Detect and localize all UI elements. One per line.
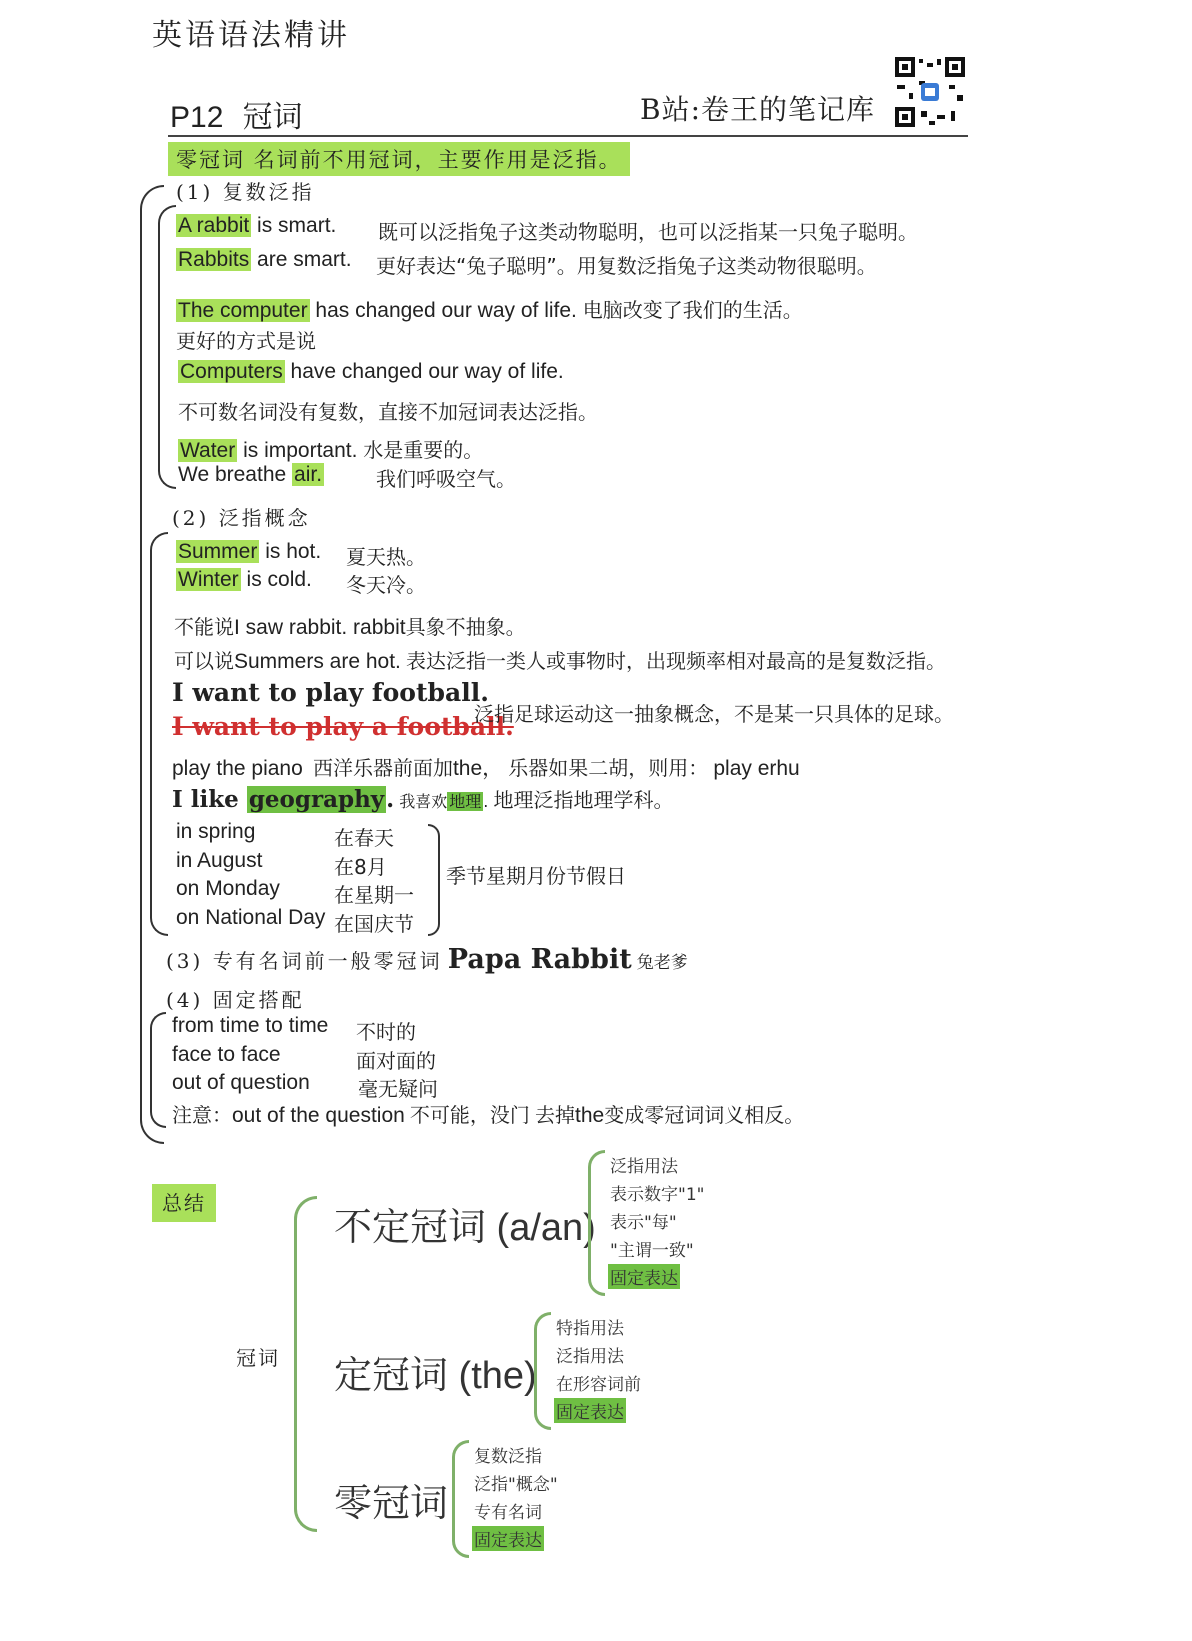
branch-3-item: 固定表达 bbox=[472, 1526, 544, 1551]
lesson-code: P12 bbox=[170, 101, 224, 134]
s2-note-2: 可以说Summers are hot. 表达泛指一类人或事物时，出现频率相对最高的是复数泛指。 bbox=[174, 649, 946, 673]
geography-row: I like geography. 我喜欢 地理 . 地理泛指地理学科。 bbox=[172, 786, 674, 813]
s1-row-5: Computers have changed our way of life. bbox=[180, 360, 564, 383]
section3-row: (3) 专有名词前一般零冠词 Papa Rabbit 兔老爹 bbox=[166, 944, 688, 975]
qr-code-icon bbox=[893, 55, 967, 129]
s1-row-3: The computer has changed our way of life. 电脑改变了我们的生活。 bbox=[178, 298, 803, 322]
highlight: Computers bbox=[180, 360, 283, 383]
winter-row: Winter is cold. bbox=[178, 568, 312, 591]
highlight: 地理 bbox=[449, 792, 482, 811]
header-rule bbox=[168, 135, 968, 137]
fixed-phrase-cn: 不时的 bbox=[356, 1020, 416, 1044]
lesson-name: 冠词 bbox=[242, 100, 303, 135]
time-phrase-en: on National Day bbox=[176, 906, 326, 929]
summer-row: Summer is hot. bbox=[178, 540, 322, 563]
time-phrase-en: on Monday bbox=[176, 877, 280, 900]
branch-2-bracket bbox=[534, 1312, 551, 1430]
highlight: geography bbox=[248, 786, 385, 813]
branch-1-bracket bbox=[588, 1150, 605, 1296]
branch-1-item: 表示数字"1" bbox=[610, 1185, 705, 1205]
section2-bracket bbox=[150, 532, 168, 936]
zero-article-definition: 零冠词 名词前不用冠词，主要作用是泛指。 bbox=[168, 142, 630, 176]
winter-cn: 冬天冷。 bbox=[346, 573, 426, 597]
branch-indefinite-title: 不定冠词 (a/an) bbox=[334, 1207, 596, 1249]
lesson-title bbox=[170, 92, 302, 136]
section1-heading: (1) 复数泛指 bbox=[176, 180, 315, 204]
fixed-phrase-en: from time to time bbox=[172, 1014, 329, 1037]
branch-1-item: "主谓一致" bbox=[610, 1241, 694, 1261]
football-incorrect: I want to play a football. bbox=[172, 712, 514, 741]
fixed-phrase-cn: 毫无疑问 bbox=[358, 1077, 438, 1101]
time-phrase-cn: 在8月 bbox=[334, 855, 387, 879]
highlight: Summer bbox=[178, 540, 258, 563]
time-phrase-cn: 在春天 bbox=[334, 826, 394, 850]
section1-bracket bbox=[158, 205, 176, 489]
fixed-phrase-en: out of question bbox=[172, 1071, 310, 1094]
branch-2-item: 特指用法 bbox=[556, 1319, 624, 1339]
book-title: 英语语法精讲 bbox=[152, 18, 350, 53]
source-credit: B站:卷王的笔记库 bbox=[640, 93, 876, 126]
time-phrase-cn: 在国庆节 bbox=[334, 912, 414, 936]
section4-bracket bbox=[150, 1012, 166, 1128]
s1-row-8: We breathe air. bbox=[178, 463, 323, 486]
branch-1-item: 泛指用法 bbox=[610, 1157, 678, 1177]
highlight: Water bbox=[180, 439, 236, 462]
fixed-phrase-cn: 面对面的 bbox=[356, 1049, 436, 1073]
branch-2-item: 泛指用法 bbox=[556, 1347, 624, 1367]
summary-label: 总结 bbox=[152, 1184, 216, 1222]
s2-note-1: 不能说I saw rabbit. rabbit具象不抽象。 bbox=[174, 615, 526, 639]
football-correct: I want to play football. bbox=[172, 678, 489, 707]
summary-root: 冠词 bbox=[236, 1346, 280, 1370]
highlight: The computer bbox=[178, 299, 308, 322]
time-bracket bbox=[428, 824, 440, 936]
s1-row-2-cn: 更好表达“兔子聪明”。用复数泛指兔子这类动物很聪明。 bbox=[376, 254, 877, 278]
root-bracket bbox=[294, 1196, 317, 1532]
summer-cn: 夏天热。 bbox=[346, 545, 426, 569]
highlight: Winter bbox=[178, 568, 239, 591]
section4-heading: (4) 固定搭配 bbox=[166, 988, 305, 1012]
time-phrase-en: in August bbox=[176, 849, 263, 872]
highlight: A rabbit bbox=[178, 214, 250, 237]
branch-2-item: 固定表达 bbox=[554, 1398, 626, 1423]
time-phrase-en: in spring bbox=[176, 820, 256, 843]
s1-row-7: Water is important. 水是重要的。 bbox=[180, 438, 484, 462]
s1-row-1-cn: 既可以泛指兔子这类动物聪明，也可以泛指某一只兔子聪明。 bbox=[378, 220, 918, 244]
branch-3-item: 复数泛指 bbox=[474, 1447, 542, 1467]
s1-row-8-cn: 我们呼吸空气。 bbox=[376, 467, 516, 491]
s1-note-2: 不可数名词没有复数，直接不加冠词表达泛指。 bbox=[178, 400, 598, 424]
s1-row-2: Rabbits are smart. bbox=[178, 248, 352, 271]
branch-2-item: 在形容词前 bbox=[556, 1375, 641, 1395]
piano-row: play the piano 西洋乐器前面加the， 乐器如果二胡，则用： play erhu bbox=[172, 756, 800, 780]
time-note: 季节星期月份节假日 bbox=[446, 864, 626, 888]
highlight: Rabbits bbox=[178, 248, 250, 271]
branch-1-item: 固定表达 bbox=[608, 1264, 680, 1289]
section2-heading: (2) 泛指概念 bbox=[172, 506, 311, 530]
s1-note-1: 更好的方式是说 bbox=[176, 329, 316, 353]
branch-1-item: 表示"每" bbox=[610, 1213, 677, 1233]
branch-3-item: 泛指"概念" bbox=[474, 1475, 558, 1495]
football-note: 泛指足球运动这一抽象概念，不是某一只具体的足球。 bbox=[474, 702, 954, 726]
time-phrase-cn: 在星期一 bbox=[334, 883, 414, 907]
s1-row-1: A rabbit is smart. bbox=[178, 214, 337, 237]
branch-3-bracket bbox=[452, 1440, 469, 1558]
highlight: air. bbox=[294, 463, 323, 486]
fixed-phrase-en: face to face bbox=[172, 1043, 281, 1066]
branch-3-item: 专有名词 bbox=[474, 1503, 542, 1523]
branch-zero-title: 零冠词 bbox=[334, 1483, 449, 1525]
branch-definite-title: 定冠词 (the) bbox=[334, 1355, 537, 1397]
section4-note: 注意：out of the question 不可能，没门 去掉the变成零冠词词义相反。 bbox=[172, 1103, 805, 1127]
